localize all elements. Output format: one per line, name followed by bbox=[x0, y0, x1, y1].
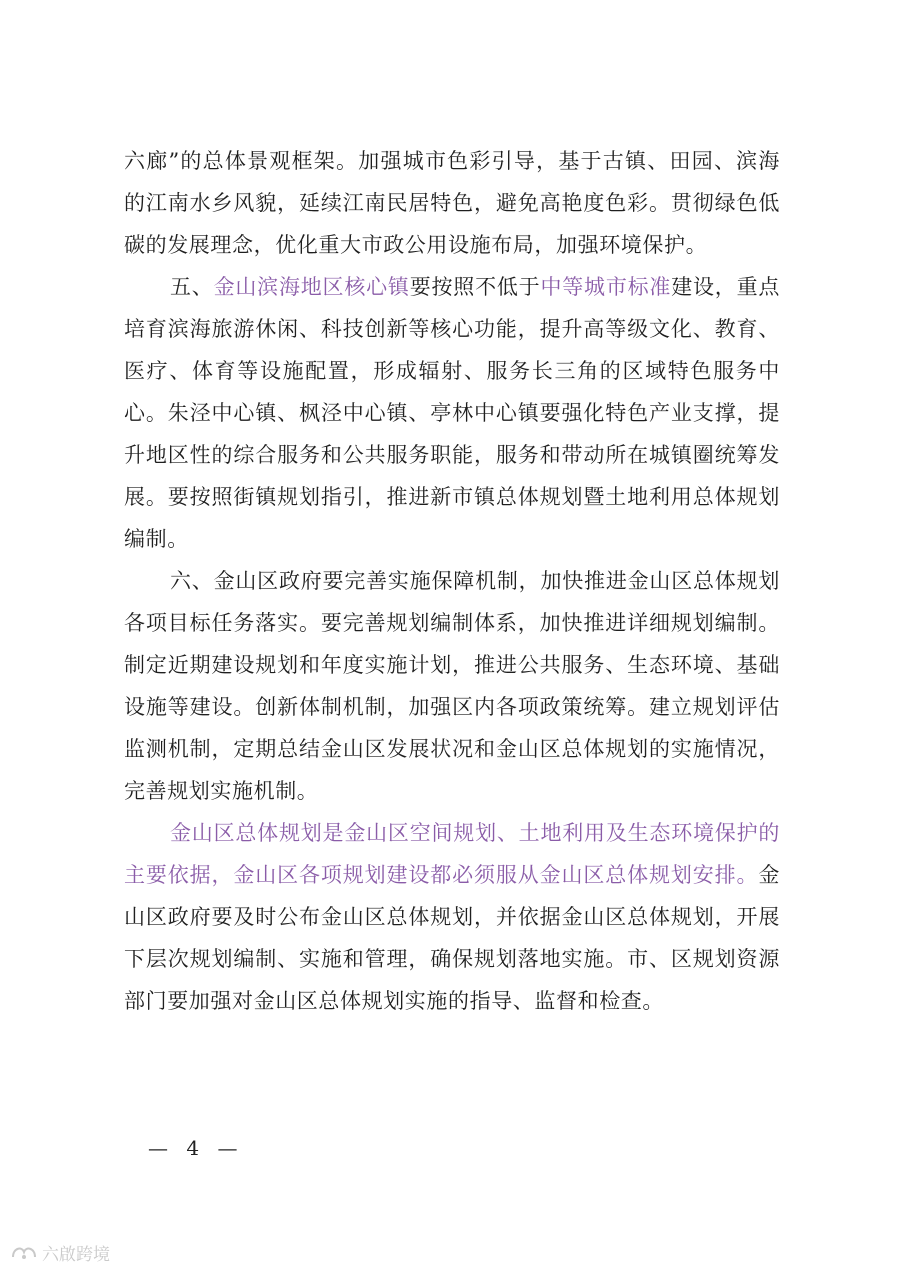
highlighted-text: 金山区总体规划是金山区空间规划、土地利用及生态环境保护的主要依据，金山区各项规划建设都必须服从金山区总体规划安排。 bbox=[124, 821, 780, 887]
paragraph bbox=[124, 812, 780, 1022]
paragraph-text: 要按照不低于 bbox=[409, 275, 541, 299]
paragraph bbox=[124, 140, 780, 266]
paragraph-text: 六、金山区政府要完善实施保障机制，加快推进金山区总体规划各项目标任务落实。要完善规划编制体系，加快推进详细规划编制。制定近期建设规划和年度实施计划，推进公共服务、生态环境、基础设施等建设。创新体制机制，加强区内各项政策统筹。建立规划评估监测机制，定期总结金山区发展状况和金山区总体规划的实施情况，完善规划实施机制。 bbox=[124, 569, 780, 803]
paragraph-text: 五、 bbox=[170, 275, 214, 299]
page-number: — 4 — bbox=[148, 1136, 244, 1160]
brand-logo-icon bbox=[10, 1244, 38, 1262]
watermark bbox=[10, 1240, 110, 1265]
paragraph bbox=[124, 560, 780, 812]
paragraph-text: 六廊”的总体景观框架。加强城市色彩引导，基于古镇、田园、滨海的江南水乡风貌，延续江南民居特色，避免高艳度色彩。贯彻绿色低碳的发展理念，优化重大市政公用设施布局，加强环境保护。 bbox=[124, 149, 780, 257]
highlighted-text: 金山滨海地区核心镇 bbox=[213, 275, 410, 299]
paragraph bbox=[124, 266, 780, 560]
watermark-text: 六啟跨境 bbox=[42, 1245, 110, 1265]
paragraph-text: 建设，重点培育滨海旅游休闲、科技创新等核心功能，提升高等级文化、教育、医疗、体育等设施配置，形成辐射、服务长三角的区域特色服务中心。朱泾中心镇、枫泾中心镇、亭林中心镇要强化特色产业支撑，提升地区性的综合服务和公共服务职能，服务和带动所在城镇圈统筹发展。要按照街镇规划指引，推进新市镇总体规划暨土地利用总体规划编制。 bbox=[124, 275, 780, 551]
highlighted-text: 中等城市标准 bbox=[540, 275, 672, 299]
document-body bbox=[124, 140, 780, 1022]
paragraph-text: 金山区政府要及时公布金山区总体规划，并依据金山区总体规划，开展下层次规划编制、实施和管理，确保规划落地实施。市、区规划资源部门要加强对金山区总体规划实施的指导、监督和检查。 bbox=[124, 863, 780, 1013]
